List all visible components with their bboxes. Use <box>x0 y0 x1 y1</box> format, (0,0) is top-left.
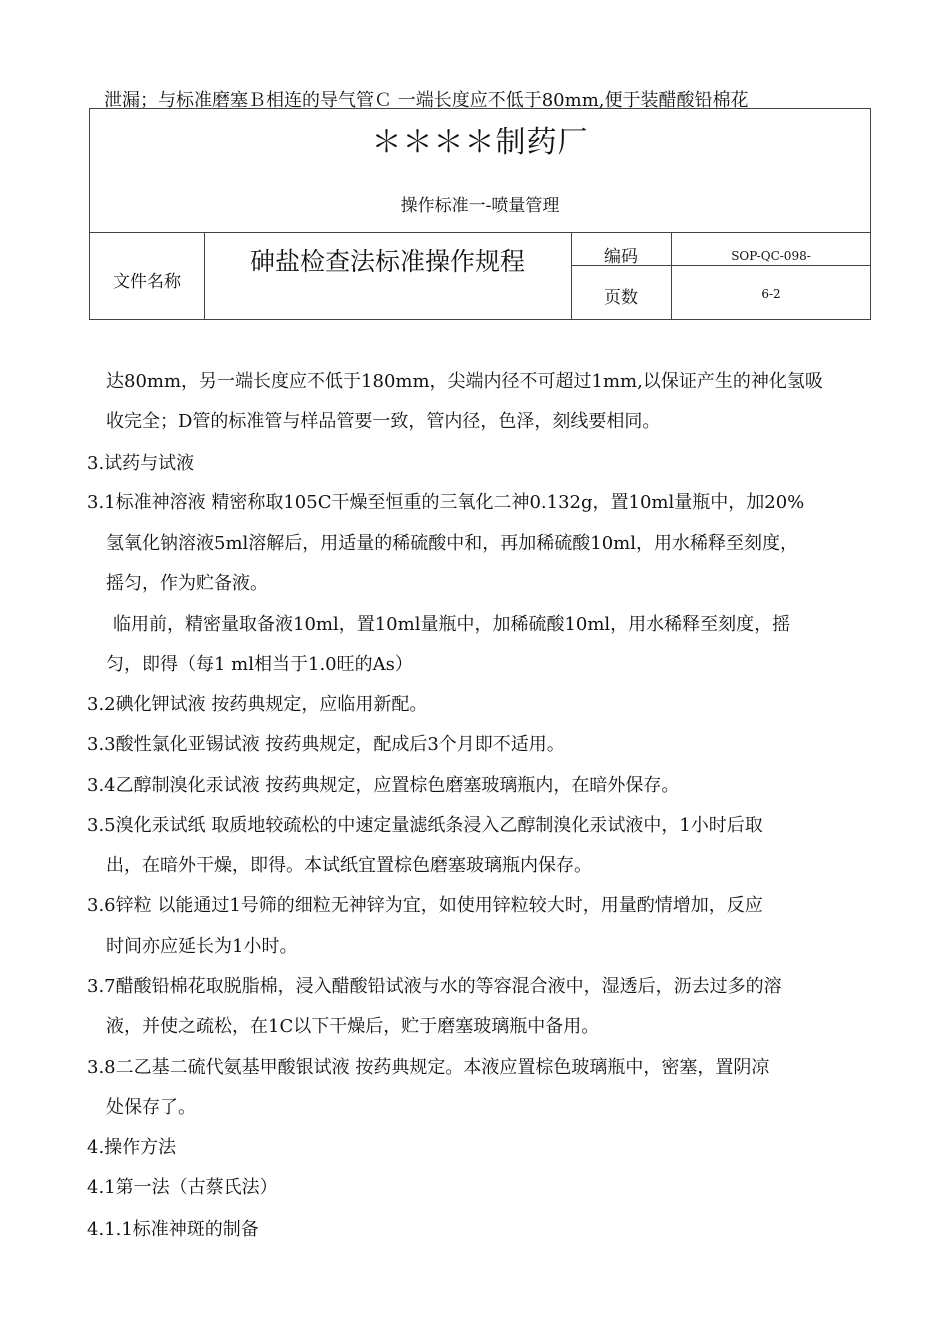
header-subtitle: 操作标准一-喷量管理 <box>400 196 560 216</box>
continued-text-line: 泄漏；与标准磨塞Ｂ相连的导气管Ｃ 一端长度应不低于80mm,便于装醋酸铅棉花 <box>104 90 749 111</box>
body-line: 收完全；D管的标准管与样品管要一致，管内径，色泽，刻线要相同。 <box>106 411 661 432</box>
section-heading: 3.试药与试液 <box>87 453 195 474</box>
body-line: 处保存了。 <box>106 1097 196 1118</box>
body-line: 3.8二乙基二硫代氨基甲酸银试液 按药典规定。本液应置棕色玻璃瓶中，密塞，置阴凉 <box>87 1057 770 1078</box>
body-line: 3.1标准神溶液 精密称取105C干燥至恒重的三氧化二神0.132g，置10ml量瓶中，加20% <box>87 492 805 513</box>
code-label: 编码 <box>604 247 638 267</box>
body-line: 液，并使之疏松，在1C以下干燥后，贮于磨塞玻璃瓶中备用。 <box>106 1016 600 1037</box>
table-column-divider <box>671 232 672 320</box>
subsection-heading: 4.1第一法（古蔡氏法） <box>87 1177 278 1198</box>
body-line: 3.5溴化汞试纸 取质地较疏松的中速定量滤纸条浸入乙醇制溴化汞试液中，1小时后取 <box>87 815 763 836</box>
code-value: SOP-QC-098- <box>731 249 811 263</box>
company-name: ＊＊＊＊制药厂 <box>371 125 589 160</box>
body-line: 3.3酸性氯化亚锡试液 按药典规定，配成后3个月即不适用。 <box>87 734 565 755</box>
page-count-value: 6-2 <box>761 287 781 301</box>
body-line: 摇匀，作为贮备液。 <box>106 573 268 594</box>
page-count-label: 页数 <box>604 288 638 308</box>
body-line: 出，在暗外干燥，即得。本试纸宜置棕色磨塞玻璃瓶内保存。 <box>106 855 592 876</box>
body-line: 3.7醋酸铅棉花取脱脂棉，浸入醋酸铅试液与水的等容混合液中，湿透后，沥去过多的溶 <box>87 976 782 997</box>
document-header-table <box>89 108 871 320</box>
body-line: 3.4乙醇制溴化汞试液 按药典规定，应置棕色磨塞玻璃瓶内，在暗外保存。 <box>87 775 680 796</box>
body-line: 达80mm，另一端长度应不低于180mm，尖端内径不可超过1mm,以保证产生的神化氢吸 <box>106 371 823 392</box>
file-name-label: 文件名称 <box>113 272 181 292</box>
body-line: 时间亦应延长为1小时。 <box>106 936 298 957</box>
table-divider <box>90 232 870 233</box>
body-line: 氢氧化钠溶液5ml溶解后，用适量的稀硫酸中和，再加稀硫酸10ml，用水稀释至刻度， <box>106 533 799 554</box>
body-line: 3.2碘化钾试液 按药典规定，应临用新配。 <box>87 694 428 715</box>
body-line: 3.6锌粒 以能通过1号筛的细粒无神锌为宜，如使用锌粒较大时，用量酌情增加，反应 <box>87 895 763 916</box>
body-line: 临用前，精密量取备液10ml，置10ml量瓶中，加稀硫酸10ml，用水稀释至刻度，摇 <box>113 614 791 635</box>
section-heading: 4.操作方法 <box>87 1137 177 1158</box>
subsection-heading: 4.1.1标准神斑的制备 <box>87 1219 259 1240</box>
body-line: 匀，即得（每1 ml相当于1.0旺的As） <box>106 654 413 675</box>
file-name-value: 砷盐检查法标准操作规程 <box>249 247 525 276</box>
